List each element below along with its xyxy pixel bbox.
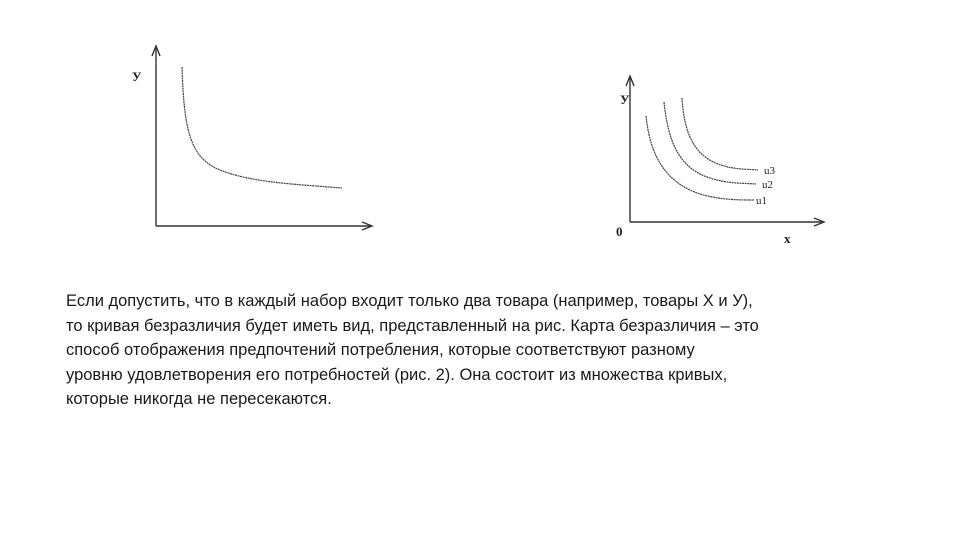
x-axis [630,218,824,226]
indifference-curve [182,67,342,188]
origin-label: 0 [616,224,623,239]
indifference-map-figure [600,70,840,250]
indifference-curve-u3 [682,98,758,170]
caption-line: то кривая безразличия будет иметь вид, представленный на рис. Карта безразличия – это [66,316,759,335]
caption-line: способ отображения предпочтений потребления, которые соответствуют разному [66,341,695,359]
y-axis-label: У [132,69,142,84]
indifference-curve-u2 [664,102,756,184]
curve-label-u3: u3 [764,165,775,177]
caption-paragraph [66,289,886,412]
indifference-curve-figure [120,40,380,240]
curve-label-u2: u2 [762,179,773,191]
x-axis-label: x [784,231,791,246]
caption-line: которые никогда не пересекаются. [66,390,332,408]
x-axis [156,222,372,230]
caption-line: Если допустить, что в каждый набор входит только два товара (например, товары Х и У), [66,292,753,310]
curve-label-u1: u1 [756,195,767,207]
indifference-curve-u1 [646,116,754,200]
caption-line: уровню удовлетворения его потребностей (рис. 2). Она состоит из множества кривых, [66,365,728,384]
y-axis-label: У [620,92,630,107]
y-axis [152,46,160,226]
